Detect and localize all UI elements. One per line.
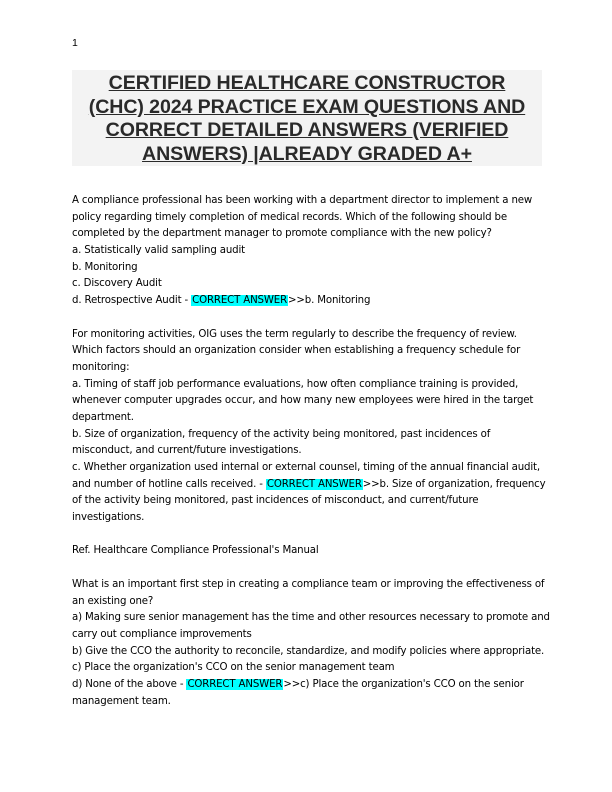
title-line: CERTIFIED HEALTHCARE CONSTRUCTOR: [108, 72, 506, 94]
question-2: [72, 327, 546, 527]
option-a: whenever computer upgrades occur, and how many new employees were hired in the target: [72, 395, 534, 407]
option-b: misconduct, and current/future investigations.: [72, 445, 302, 457]
document-body: [72, 193, 550, 710]
correct-answer-highlight: CORRECT ANSWER: [187, 678, 283, 690]
answer-text: >>b. Size of organization, frequency: [362, 478, 546, 490]
option-b: b. Size of organization, frequency of the activity being monitored, past incidences of: [72, 428, 491, 440]
reference-note: Ref. Healthcare Compliance Professional's Manual: [72, 545, 319, 557]
option-c: c) Place the organization's CCO on the senior management team: [72, 662, 395, 674]
option-b: b) Give the CCO the authority to reconcile, standardize, and modify policies where appropriate.: [72, 645, 545, 657]
option-c-with-answer: [72, 477, 546, 494]
option-d: d. Retrospective Audit -: [72, 295, 192, 307]
option-a: carry out compliance improvements: [72, 628, 252, 640]
question-text: For monitoring activities, OIG uses the term regularly to describe the frequency of review.: [72, 328, 517, 340]
question-text: an existing one?: [72, 595, 154, 607]
option-c: c. Discovery Audit: [72, 278, 162, 290]
option-a: a. Statistically valid sampling audit: [72, 245, 245, 257]
option-a: department.: [72, 411, 134, 423]
title-line: (CHC) 2024 PRACTICE EXAM QUESTIONS AND: [88, 95, 526, 118]
title-line: CORRECT DETAILED ANSWERS (VERIFIED: [105, 119, 509, 141]
option-c: and number of hotline calls received. -: [72, 478, 266, 490]
question-text: monitoring:: [72, 361, 130, 373]
option-d: d) None of the above -: [72, 678, 187, 690]
option-a: a) Making sure senior management has the time and other resources necessary to promote and: [72, 612, 550, 624]
correct-answer-highlight: CORRECT ANSWER: [266, 478, 362, 490]
question-text: A compliance professional has been working with a department director to implement a new: [72, 195, 533, 206]
correct-answer-highlight: CORRECT ANSWER: [192, 295, 288, 307]
question-text: What is an important first step in creating a compliance team or improving the effectiveness of: [72, 578, 545, 590]
answer-text: management team.: [72, 695, 171, 707]
answer-text: >>b. Monitoring: [288, 295, 371, 307]
option-d-with-answer: [72, 293, 542, 310]
option-a: a. Timing of staff job performance evaluations, how often compliance training is provided,: [72, 378, 519, 390]
answer-text: of the activity being monitored, past incidences of misconduct, and current/future: [72, 495, 479, 507]
question-text: Which factors should an organization consider when establishing a frequency schedule for: [72, 345, 521, 357]
question-1: [72, 193, 542, 310]
question-text: policy regarding timely completion of medical records. Which of the following should be: [72, 211, 507, 223]
answer-text: investigations.: [72, 512, 145, 524]
document-title: [72, 70, 542, 166]
answer-text: >>c) Place the organization's CCO on the senior: [283, 678, 524, 690]
option-d-with-answer: [72, 677, 542, 694]
question-text: completed by the department manager to promote compliance with the new policy?: [72, 228, 492, 240]
option-c: c. Whether organization used internal or external counsel, timing of the annual financial audit,: [72, 462, 540, 473]
option-b: b. Monitoring: [72, 261, 138, 273]
title-line: ANSWERS) |ALREADY GRADED A+: [142, 142, 472, 165]
title-box: [72, 70, 542, 166]
question-3: [72, 577, 550, 711]
page-number: 1: [72, 37, 78, 49]
